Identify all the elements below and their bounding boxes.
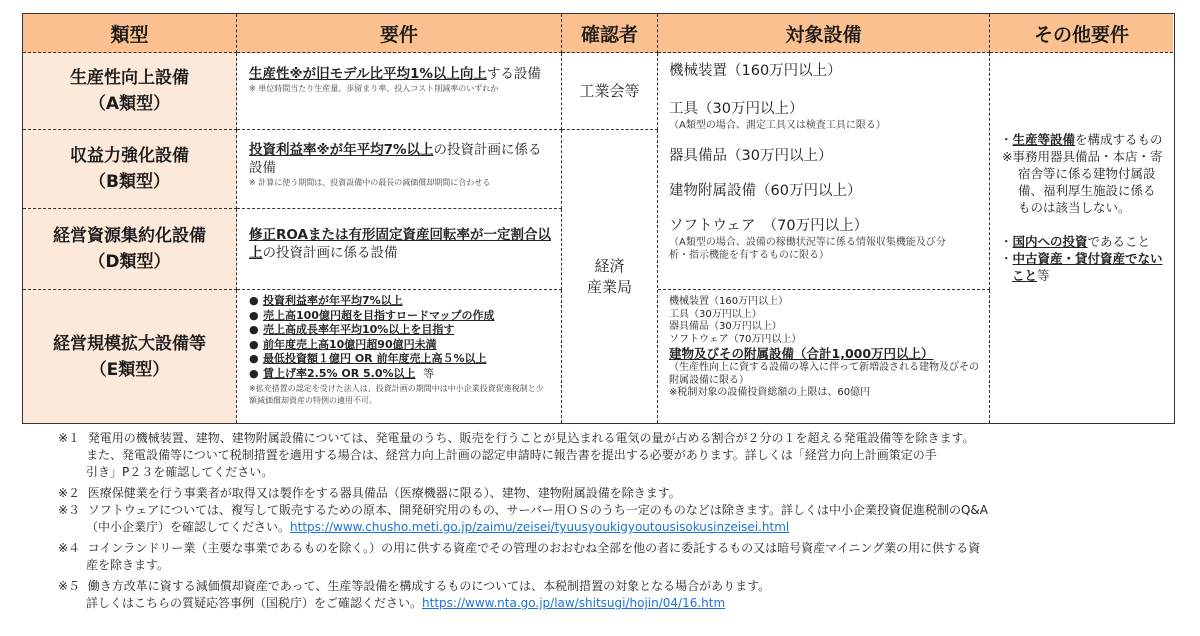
requirement-bullet: ● 売上高100億円超を目指すロードマップの作成 <box>249 308 495 322</box>
type-name: 経営規模拡大設備等 <box>53 333 206 354</box>
requirement-note: ※拡充措置の認定を受けた法人は、投資計画の期間中は中小企業投資促進税制と少額減価償却資産の特例の適用不可。 <box>249 384 544 405</box>
type-cell-a <box>23 53 237 130</box>
equipment-e-cap-note: ※税制対象の設備投資総額の上限は、60億円 <box>669 387 871 398</box>
type-cell-d <box>23 209 237 290</box>
requirement-key: 修正ROAまたは有形固定資産回転率が一定割合以上 <box>249 227 551 261</box>
requirement-text: の投資計画に係る設備 <box>249 142 542 176</box>
type-name: 収益力強化設備 <box>70 146 189 166</box>
footnote-4: ※４ コインランドリー業（主要な事業であるものを除く。）の用に供する資産でその管理のおおむね全部を他の者に委託するもの又は暗号資産マイニング業の用に供する資 産を除きます。 <box>58 541 981 572</box>
requirement-bullet: ● 売上高成長率年平均10%以上を目指す <box>249 323 455 336</box>
equipment-software: ソフトウェア （70万円以上） <box>669 218 869 234</box>
header-confirmer: 確認者 <box>562 14 658 53</box>
other-item-note: ※事務用器具備品・本店・寄宿舎等に係る建物付属設備、福利厚生施設に係るものは該当しない。 <box>1002 149 1163 215</box>
other-requirements <box>990 53 1173 423</box>
requirement-note: ※ 単位時間当たり生産量、歩留まり率、投入コスト削減率のいずれか <box>249 84 499 93</box>
equipment-tool-note: （A類型の場合、測定工具又は検査工具に限る） <box>669 120 886 131</box>
requirement-text: の投資計画に係る設備 <box>262 245 398 261</box>
equipment-e-building-note: （生産性向上に資する設備の導入に伴って新増設される建物及びその附属設備に限る） <box>669 362 979 386</box>
confirmer-line: 産業局 <box>586 277 632 296</box>
requirement-bullet: ● 最低投資額１億円 OR 前年度売上高５%以上 <box>249 352 487 365</box>
other-item-production: ・生産等設備を構成するもの <box>1000 132 1163 147</box>
header-type: 類型 <box>23 14 237 53</box>
tax-scheme-table <box>22 13 1175 424</box>
type-code: （D類型） <box>88 252 171 272</box>
requirement-key: 投資利益率※が年平均7%以上 <box>249 142 434 158</box>
type-code: （B類型） <box>89 172 170 192</box>
footnote-1: ※１ 発電用の機械装置、建物、建物附属設備については、発電量のうち、販売を行うことが見込まれる電気の量が占める割合が２分の１を超える発電設備等を除きます。 また、発電設備等について税制措置を適用する場合は、経営力向上計画の認定申請時に報告書を提出する必要があります。詳しくは「経営力向上計画策定の手 引き」P２３を確認してください。 <box>58 431 975 479</box>
equipment-e-building: 建物及びその附属設備（合計1,000万円以上） <box>669 346 934 361</box>
footnote-3: ※３ ソフトウェアについては、複写して販売するための原本、開発研究用のもの、サーバー用ＯＳのうち一定のものなどは除きます。詳しくは中小企業投資促進税制のQ&A （中小企業庁）を確認してください。https://www.chusho.meti.go.jp/zaimu/zeisei/tyuusyoukigyoutousisokusinzeisei.html <box>58 503 988 534</box>
other-item-used-assets: ・中古資産・貸付資産でないこと等 <box>1000 251 1163 283</box>
footnote-5: ※５ 働き方改革に資する減価償却資産であって、生産等設備を構成するものについては、本税制措置の対象となる場合があります。 詳しくはこちらの質疑応答事例（国税庁）をご確認ください。https://www.nta.go.jp/law/shitsugi/hojin/04/16.htm <box>58 579 771 610</box>
requirement-text: する設備 <box>486 66 541 82</box>
requirement-bullet: ● 投資利益率が年平均7%以上 <box>249 294 403 307</box>
confirmer-a: 工業会等 <box>562 53 658 130</box>
equipment-e-line: 機械装置（160万円以上） <box>669 296 789 307</box>
requirement-a <box>237 53 562 130</box>
requirement-e <box>237 290 562 423</box>
equipment-fixture: 器具備品（30万円以上） <box>669 148 833 164</box>
type-cell-e <box>23 290 237 423</box>
header-other: その他要件 <box>990 14 1173 53</box>
requirement-bullet: ● 前年度売上高10億円超90億円未満 <box>249 337 437 351</box>
nta-link[interactable]: https://www.nta.go.jp/law/shitsugi/hojin/04/16.htm <box>422 596 726 610</box>
equipment-building: 建物附属設備（60万円以上） <box>669 183 862 199</box>
requirement-bullet: ● 賃上げ率2.5% OR 5.0%以上 等 <box>249 366 435 380</box>
requirement-note: ※ 計算に使う期間は、投資設備中の最長の減価償却期間に合わせる <box>249 178 491 187</box>
equipment-e <box>658 290 990 423</box>
equipment-e-line: ソフトウェア（70万円以上） <box>669 333 802 345</box>
header-requirement: 要件 <box>237 14 562 53</box>
type-name: 生産性向上設備 <box>70 68 189 88</box>
equipment-e-line: 器具備品（30万円以上） <box>669 321 782 332</box>
requirement-bullet-list <box>249 294 551 381</box>
type-cell-b <box>23 130 237 209</box>
requirement-key: 生産性※が旧モデル比平均1%以上向上 <box>249 66 487 82</box>
requirement-d <box>237 209 562 290</box>
type-code: （A類型） <box>88 94 171 114</box>
footnote-2: ※２ 医療保健業を行う事業者が取得又は製作をする器具備品（医療機器に限る）、建物、建物附属設備を除きます。 <box>58 486 681 500</box>
equipment-machine: 機械装置（160万円以上） <box>669 63 842 79</box>
chusho-link[interactable]: https://www.chusho.meti.go.jp/zaimu/zeisei/tyuusyoukigyoutousisokusinzeisei.html <box>290 520 790 534</box>
header-equipment: 対象設備 <box>658 14 990 53</box>
equipment-abd <box>658 53 990 290</box>
confirmer-line: 経済 <box>594 256 625 275</box>
equipment-software-note: （A類型の場合、設備の稼働状況等に係る情報収集機能及び分析・指示機能を有するものに限る） <box>669 237 946 261</box>
type-code: （E類型） <box>89 359 170 380</box>
other-item-domestic: ・国内への投資であること <box>1000 234 1151 249</box>
equipment-tool: 工具（30万円以上） <box>669 101 804 117</box>
equipment-e-line: 工具（30万円以上） <box>669 308 762 320</box>
type-name: 経営資源集約化設備 <box>53 226 206 246</box>
confirmer-bde <box>562 130 658 423</box>
requirement-b <box>237 130 562 209</box>
